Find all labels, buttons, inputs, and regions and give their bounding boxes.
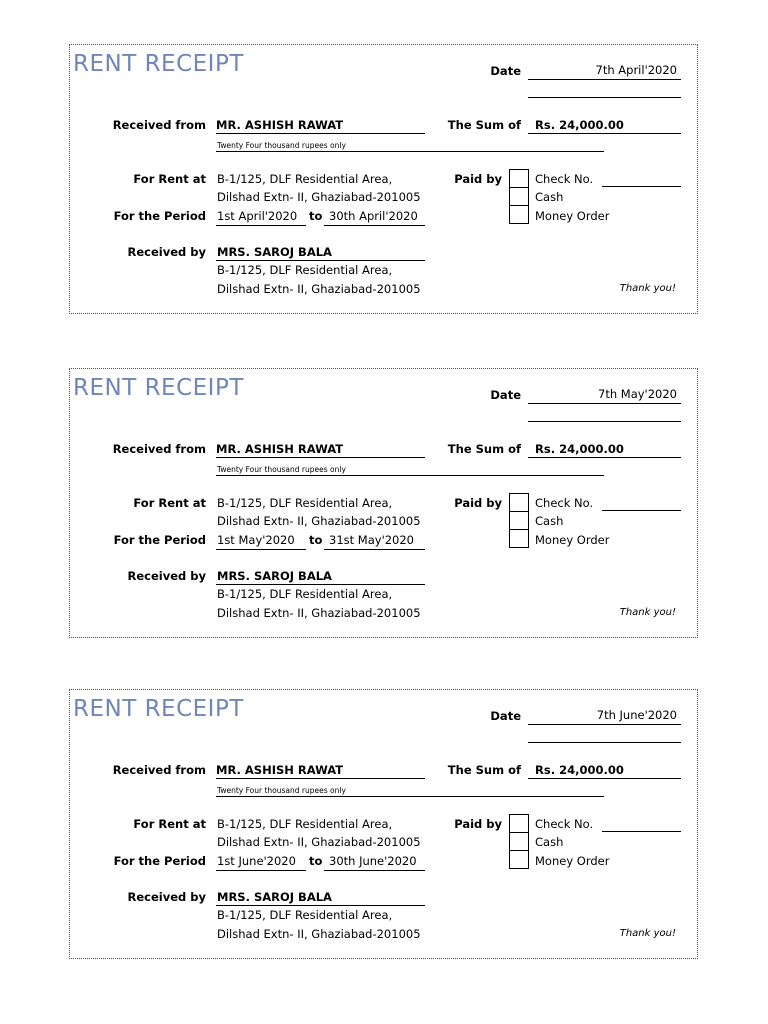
rent-address-line1: B-1/125, DLF Residential Area, [217,496,393,510]
check-no-line [602,186,681,187]
check-checkbox[interactable] [509,814,529,833]
sum-value: Rs. 24,000.00 [535,442,624,456]
money-order-checkbox[interactable] [509,529,529,548]
received-from-underline [216,457,425,458]
cash-label: Cash [535,835,564,849]
period-to-value: 30th April'2020 [329,209,418,223]
date-blank-line [528,97,681,98]
received-by-label: Received by [127,245,206,259]
check-checkbox[interactable] [509,493,529,512]
rent-address-line2: Dilshad Extn- II, Ghaziabad-201005 [217,514,421,528]
period-to-underline [324,225,425,226]
check-no-label: Check No. [535,817,594,831]
sum-underline [528,457,681,458]
received-by-value: MRS. SAROJ BALA [217,890,332,904]
period-from-underline [216,225,306,226]
received-by-label: Received by [127,890,206,904]
thank-you-note: Thank you! [619,283,676,294]
thank-you-note: Thank you! [619,607,676,618]
money-order-label: Money Order [535,854,610,868]
check-no-label: Check No. [535,172,594,186]
rent-address-line2: Dilshad Extn- II, Ghaziabad-201005 [217,190,421,204]
date-blank-line [528,421,681,422]
for-rent-at-label: For Rent at [133,817,206,831]
rent-address-line1: B-1/125, DLF Residential Area, [217,172,393,186]
cash-checkbox[interactable] [509,511,529,530]
period-to-underline [324,549,425,550]
date-label: Date [490,709,521,723]
received-from-label: Received from [112,442,206,456]
date-underline [528,79,681,80]
received-from-label: Received from [112,118,206,132]
received-from-underline [216,133,425,134]
period-to-label: to [309,854,323,868]
sum-label: The Sum of [447,118,521,132]
sum-value: Rs. 24,000.00 [535,763,624,777]
received-from-label: Received from [112,763,206,777]
cash-checkbox[interactable] [509,832,529,851]
rent-address-line2: Dilshad Extn- II, Ghaziabad-201005 [217,835,421,849]
received-by-underline [216,260,425,261]
sum-underline [528,778,681,779]
thank-you-note: Thank you! [619,928,676,939]
receipt-title: RENT RECEIPT [73,51,244,77]
amount-in-words: Twenty Four thousand rupees only [217,786,346,795]
for-the-period-label: For the Period [113,854,206,868]
receiver-address-line2: Dilshad Extn- II, Ghaziabad-201005 [217,606,421,620]
receipt-title: RENT RECEIPT [73,375,244,401]
received-by-label: Received by [127,569,206,583]
check-no-label: Check No. [535,496,594,510]
received-from-value: MR. ASHISH RAWAT [216,118,344,132]
date-blank-line [528,742,681,743]
paid-by-label: Paid by [454,817,502,831]
amount-in-words: Twenty Four thousand rupees only [217,465,346,474]
period-to-label: to [309,209,323,223]
money-order-label: Money Order [535,209,610,223]
sum-label: The Sum of [447,763,521,777]
paid-by-label: Paid by [454,496,502,510]
rent-receipt [69,44,698,314]
period-from-value: 1st April'2020 [217,209,298,223]
money-order-checkbox[interactable] [509,205,529,224]
check-checkbox[interactable] [509,169,529,188]
rent-address-line1: B-1/125, DLF Residential Area, [217,817,393,831]
cash-checkbox[interactable] [509,187,529,206]
date-value: 7th June'2020 [596,708,677,722]
cash-label: Cash [535,190,564,204]
amount-words-underline [216,475,604,476]
money-order-label: Money Order [535,533,610,547]
sum-value: Rs. 24,000.00 [535,118,624,132]
period-from-value: 1st May'2020 [217,533,295,547]
date-underline [528,403,681,404]
period-to-value: 31st May'2020 [329,533,414,547]
period-to-underline [324,870,425,871]
amount-words-underline [216,151,604,152]
period-to-value: 30th June'2020 [329,854,417,868]
received-by-underline [216,584,425,585]
receiver-address-line2: Dilshad Extn- II, Ghaziabad-201005 [217,927,421,941]
date-label: Date [490,388,521,402]
paid-by-label: Paid by [454,172,502,186]
received-from-value: MR. ASHISH RAWAT [216,763,344,777]
for-rent-at-label: For Rent at [133,172,206,186]
date-underline [528,724,681,725]
date-value: 7th May'2020 [598,387,677,401]
rent-receipt [69,368,698,638]
receiver-address-line1: B-1/125, DLF Residential Area, [217,263,393,277]
rent-receipt [69,689,698,959]
check-no-line [602,510,681,511]
period-to-label: to [309,533,323,547]
amount-words-underline [216,796,604,797]
received-from-underline [216,778,425,779]
receiver-address-line1: B-1/125, DLF Residential Area, [217,908,393,922]
received-from-value: MR. ASHISH RAWAT [216,442,344,456]
cash-label: Cash [535,514,564,528]
receiver-address-line2: Dilshad Extn- II, Ghaziabad-201005 [217,282,421,296]
received-by-value: MRS. SAROJ BALA [217,569,332,583]
for-rent-at-label: For Rent at [133,496,206,510]
money-order-checkbox[interactable] [509,850,529,869]
sum-label: The Sum of [447,442,521,456]
date-value: 7th April'2020 [595,63,677,77]
period-from-value: 1st June'2020 [217,854,296,868]
receiver-address-line1: B-1/125, DLF Residential Area, [217,587,393,601]
period-from-underline [216,870,306,871]
check-no-line [602,831,681,832]
period-from-underline [216,549,306,550]
receipt-title: RENT RECEIPT [73,696,244,722]
received-by-value: MRS. SAROJ BALA [217,245,332,259]
amount-in-words: Twenty Four thousand rupees only [217,141,346,150]
for-the-period-label: For the Period [113,533,206,547]
date-label: Date [490,64,521,78]
for-the-period-label: For the Period [113,209,206,223]
received-by-underline [216,905,425,906]
sum-underline [528,133,681,134]
